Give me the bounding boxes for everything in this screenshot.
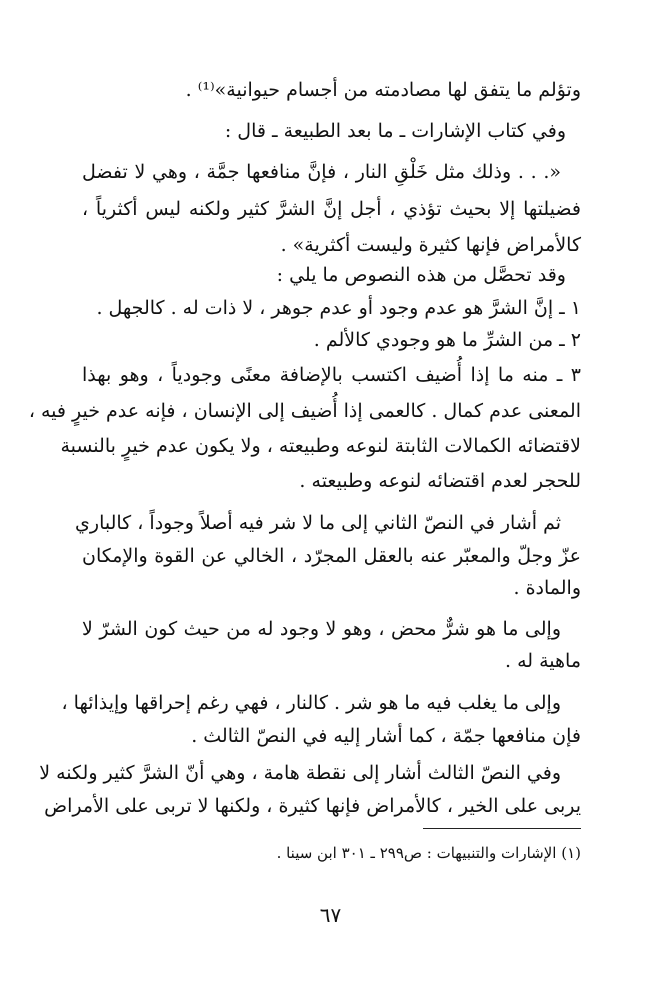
text-line: للحجر لعدم اقتضائه لنوعه وطبيعته .	[299, 470, 581, 492]
text-line: المعنى عدم كمال . كالعمى إذا أُضيف إلى الإنسان ، فإنه عدم خيرٍ فيه ،	[28, 400, 581, 422]
text-line: يربى على الخير ، كالأمراض فإنها كثيرة ، ولكنها لا تربى على الأمراض	[44, 795, 581, 817]
text-line: ثم أشار في النصّ الثاني إلى ما لا شر فيه أصلاً وجوداً ، كالباري	[75, 512, 561, 534]
text-line: وفي كتاب الإشارات ـ ما بعد الطبيعة ـ قال :	[224, 120, 566, 142]
text-line: عزّ وجلّ والمعبّر عنه بالعقل المجرّد ، الخالي عن القوة والإمكان	[82, 545, 581, 567]
text-line: وإلى ما يغلب فيه ما هو شر . كالنار ، فهي رغم إحراقها وإيذائها ،	[61, 692, 561, 714]
text-line: وقد تحصَّل من هذه النصوص ما يلي :	[276, 264, 566, 286]
text-line: وفي النصّ الثالث أشار إلى نقطة هامة ، وهي أنّ الشرَّ كثير ولكنه لا	[39, 762, 561, 784]
text-line: كالأمراض فإنها كثيرة وليست أكثرية» .	[280, 234, 581, 256]
footnote-divider	[423, 828, 581, 829]
text-line: والمادة .	[513, 577, 581, 599]
text-line: فضيلتها إلا بحيث تؤذي ، أجل إنَّ الشرَّ كثير ولكنه ليس أكثرياً ،	[82, 198, 581, 220]
text-line: وإلى ما هو شرٌّ محض ، وهو لا وجود له من حيث كون الشرّ لا	[82, 618, 561, 640]
text-line: وتؤلم ما يتفق لها مصادمته من أجسام حيوانية»⁽¹⁾ .	[185, 79, 581, 101]
text-line: «. . . وذلك مثل خَلْقِ النار ، فإنَّ منافعها جمَّة ، وهي لا تفضل	[82, 161, 561, 183]
text-line: ١ ـ إنَّ الشرَّ هو عدم وجود أو عدم جوهر ، لا ذات له . كالجهل .	[96, 297, 581, 319]
text-line: ماهية له .	[505, 650, 581, 672]
text-line: ٣ ـ منه ما إذا أُضيف اكتسب بالإضافة معنًى وجودياً ، وهو بهذا	[82, 364, 581, 386]
text-line: ٢ ـ من الشرِّ ما هو وجودي كالألم .	[313, 329, 581, 351]
footnote: (١) الإشارات والتنبيهات : ص٢٩٩ ـ ٣٠١ ابن سينا .	[276, 844, 581, 862]
text-line: فإن منافعها جمّة ، كما أشار إليه في النصّ الثالث .	[191, 725, 581, 747]
text-line: لاقتضائه الكمالات الثابتة لنوعه وطبيعته ، ولا يكون عدم خيرٍ بالنسبة	[60, 435, 581, 457]
page-number: ٦٧	[319, 903, 342, 927]
